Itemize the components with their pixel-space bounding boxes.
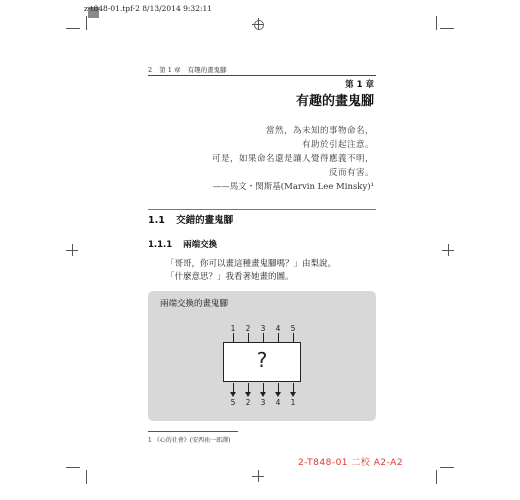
bottom-label: 4 [275,398,281,407]
body-paragraph: 「什麼意思？」我看著她畫的圖。 [166,272,294,282]
page-number: 2 [148,66,153,74]
footnote-rule [148,431,238,432]
chapter-title: 有趣的畫鬼腳 [295,94,374,109]
crop-mark [72,244,73,256]
top-label: 1 [230,324,236,333]
chapter-label: 第 1 章 [345,80,374,90]
down-arrow [233,383,234,393]
crop-mark [440,467,454,468]
crop-mark [448,244,449,256]
crop-mark [252,476,264,477]
section-heading [148,212,233,226]
down-arrow [248,383,249,393]
registration-circle [254,20,264,30]
running-head [148,65,227,74]
subsection-number: 1.1.1 [148,240,173,250]
crop-mark [66,467,80,468]
bottom-label: 1 [290,398,296,407]
print-header: z-t848-01.tpf-2 8/13/2014 9:32:11 [84,4,213,13]
footnote: 1 《心的社會》(安西祐一郎譯) [148,437,231,444]
figure-title: 兩端交換的畫鬼腳 [160,299,229,309]
epigraph-attribution: ——馬文・閔斯基(Marvin Lee Minsky)¹ [212,182,374,192]
epigraph-line: 可是，如果命名還是讓人覺得應義不明， [211,154,374,164]
top-label: 2 [245,324,251,333]
crop-mark [66,28,80,29]
down-arrow [278,383,279,393]
bottom-label: 2 [245,398,251,407]
question-mark: ? [256,348,268,372]
epigraph-line: 當然，為未知的事物命名， [265,126,374,136]
section-title: 交錯的畫鬼腳 [176,215,234,226]
bottom-label: 5 [230,398,236,407]
running-head-chapter: 第 1 章 [159,66,181,74]
down-arrow [293,383,294,393]
section-rule [148,209,376,210]
body-paragraph: 「哥哥，你可以畫這種畫鬼腳嗎？」由梨說。 [166,259,337,269]
print-stamp: 2-T848-01 二校 A2-A2 [298,458,404,468]
down-arrow [263,383,264,393]
section-number: 1.1 [148,215,165,226]
top-label: 3 [260,324,266,333]
crop-mark [436,470,437,484]
bottom-label: 3 [260,398,266,407]
crop-mark [436,16,437,30]
subsection-heading [148,238,217,250]
epigraph-line: 有助於引起注意。 [301,140,374,150]
header-rule [148,75,376,76]
running-head-title: 有趣的畫鬼腳 [187,66,227,74]
top-label: 5 [290,324,296,333]
top-label: 4 [275,324,281,333]
crop-mark [440,28,454,29]
unknown-box [223,342,301,382]
crop-mark [86,470,87,484]
epigraph-line: 反而有害。 [328,168,374,178]
subsection-title: 兩端交換 [183,240,218,250]
crop-mark [86,16,87,30]
figure-panel [148,291,376,421]
